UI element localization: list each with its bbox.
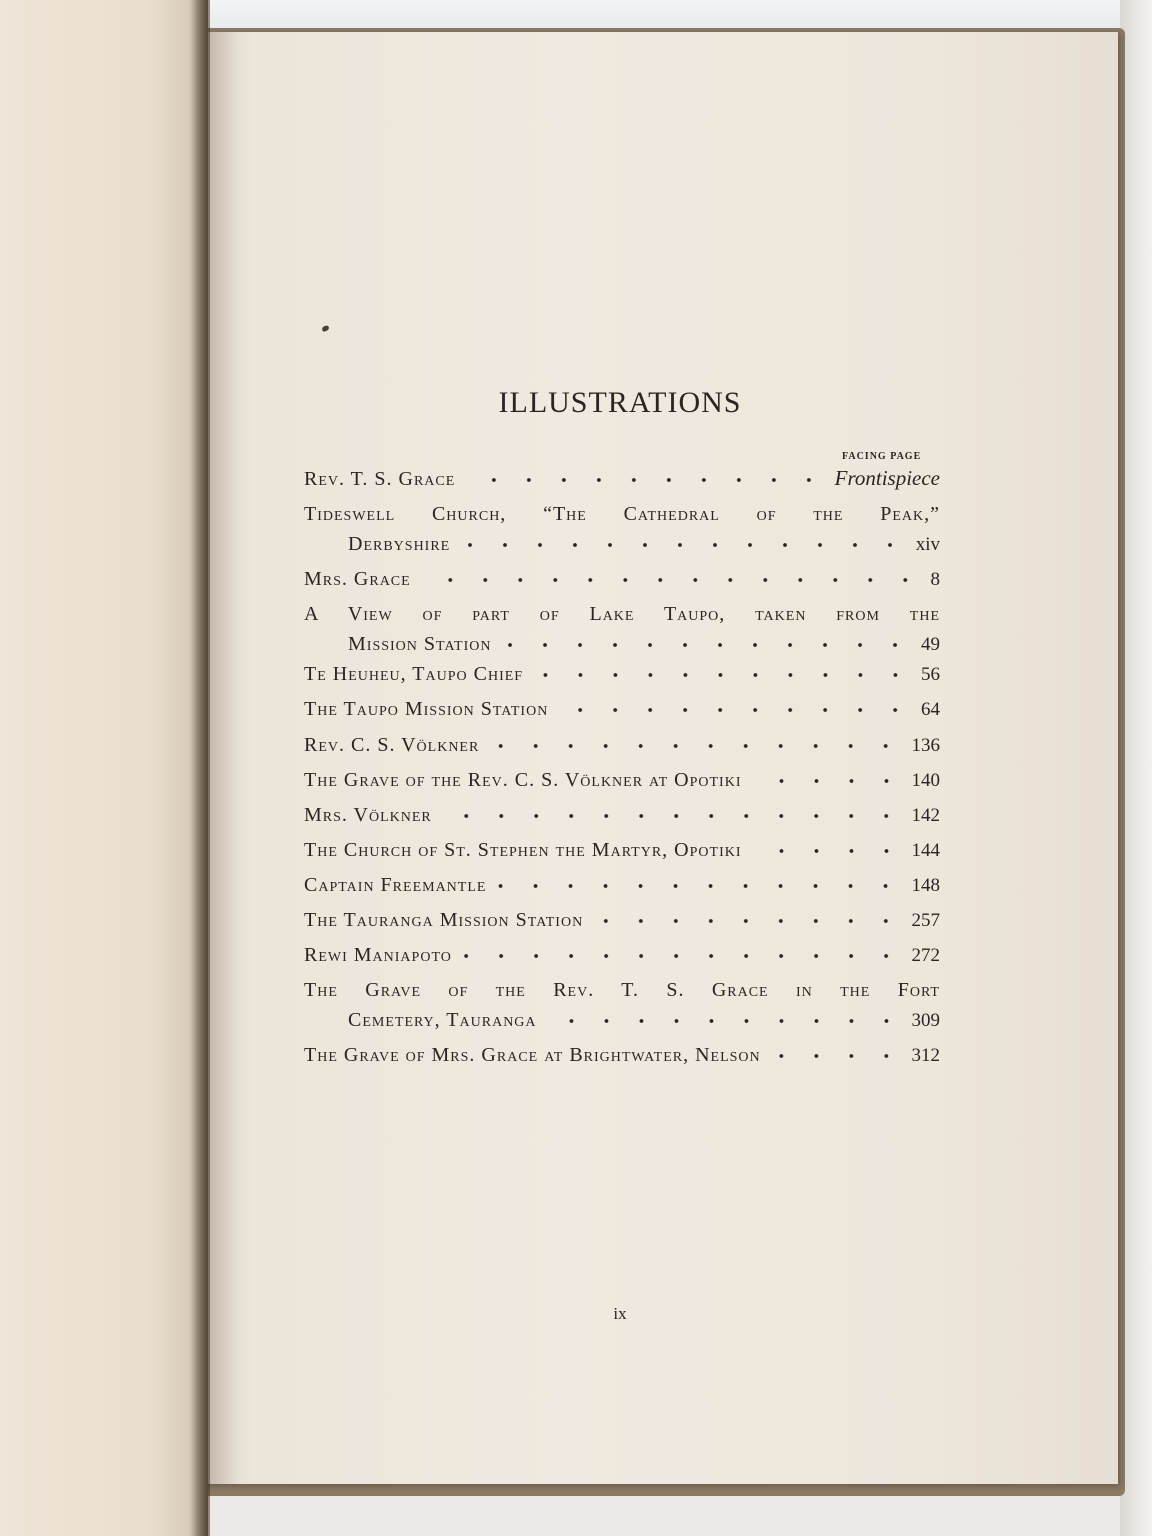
entry-title: Te Heuheu, Taupo Chief bbox=[304, 663, 524, 685]
entry-line bbox=[304, 561, 940, 591]
entry-page-number: 272 bbox=[911, 945, 940, 966]
entry-line bbox=[304, 461, 940, 491]
entry-page-number: 148 bbox=[911, 875, 940, 896]
entry-line bbox=[304, 1037, 940, 1067]
entry-title: Mrs. Grace bbox=[304, 568, 411, 590]
entry-title: A View of part of Lake Taupo, taken from the bbox=[304, 603, 940, 625]
entry-line bbox=[304, 727, 940, 757]
entry-page-number: 142 bbox=[911, 805, 940, 826]
page-title: ILLUSTRATIONS bbox=[498, 386, 742, 419]
entry-page-number: 49 bbox=[921, 634, 940, 655]
dot-leader bbox=[556, 704, 913, 716]
entry-title: Mrs. Völkner bbox=[304, 804, 432, 826]
entry-line bbox=[304, 937, 940, 967]
entry-title: Cemetery, Tauranga bbox=[348, 1009, 537, 1031]
entry-title: The Grave of the Rev. C. S. Völkner at Opotiki bbox=[304, 769, 742, 791]
entry-page-number: 8 bbox=[930, 569, 940, 590]
entry-line bbox=[304, 902, 940, 932]
entry-line bbox=[348, 626, 940, 656]
entry-page-number: 309 bbox=[911, 1010, 940, 1031]
dot-leader bbox=[545, 1015, 904, 1027]
entry-title: Rewi Maniapoto bbox=[304, 944, 452, 966]
entry-page-number: Frontispiece bbox=[834, 466, 940, 490]
entry-page-number: 144 bbox=[911, 840, 940, 861]
entry-line bbox=[304, 797, 940, 827]
entry-title: Rev. C. S. Völkner bbox=[304, 734, 480, 756]
dot-leader bbox=[487, 740, 903, 752]
entry-page-number: xiv bbox=[915, 534, 940, 555]
entry-title: The Church of St. Stephen the Martyr, Opotiki bbox=[304, 839, 742, 861]
entry-title: The Grave of Mrs. Grace at Brightwater, Nelson bbox=[304, 1044, 761, 1066]
dot-leader bbox=[531, 669, 913, 681]
entry-page-number: 312 bbox=[911, 1045, 940, 1066]
dot-leader bbox=[458, 539, 907, 551]
entry-page-number: 136 bbox=[911, 735, 940, 756]
dot-leader bbox=[494, 880, 903, 892]
dot-leader bbox=[769, 1050, 904, 1062]
entry-page-number: 257 bbox=[911, 910, 940, 931]
entry-title: Tideswell Church, “The Cathedral of the Peak,” bbox=[304, 503, 940, 525]
entry-page-number: 64 bbox=[921, 699, 940, 720]
entry-line bbox=[304, 656, 940, 686]
entry-page-number: 56 bbox=[921, 664, 940, 685]
entry-line bbox=[304, 762, 940, 792]
entry-title: Captain Freemantle bbox=[304, 874, 487, 896]
dot-leader bbox=[499, 639, 913, 651]
entry-title: Mission Station bbox=[348, 633, 492, 655]
entry-line bbox=[304, 691, 940, 721]
entry-title: The Taupo Mission Station bbox=[304, 698, 549, 720]
page-number: ix bbox=[613, 1304, 627, 1323]
dot-leader bbox=[419, 574, 923, 586]
dot-leader bbox=[591, 915, 903, 927]
entry-line bbox=[348, 526, 940, 556]
entry-title: Derbyshire bbox=[348, 533, 451, 555]
entry-title: The Tauranga Mission Station bbox=[304, 909, 584, 931]
entry-line bbox=[304, 596, 940, 626]
dot-leader bbox=[460, 950, 904, 962]
entry-line bbox=[304, 867, 940, 897]
entry-page-number: 140 bbox=[911, 770, 940, 791]
entry-title: The Grave of the Rev. T. S. Grace in the Fort bbox=[304, 979, 940, 1001]
column-header: FACING PAGE bbox=[842, 451, 922, 462]
entry-line bbox=[304, 832, 940, 862]
dot-leader bbox=[440, 810, 904, 822]
entry-title: Rev. T. S. Grace bbox=[304, 468, 456, 490]
entry-line bbox=[304, 496, 940, 526]
dot-leader bbox=[750, 845, 904, 857]
entry-line bbox=[304, 972, 940, 1002]
dot-leader bbox=[750, 775, 904, 787]
dot-leader bbox=[463, 474, 826, 486]
entry-line bbox=[348, 1002, 940, 1032]
